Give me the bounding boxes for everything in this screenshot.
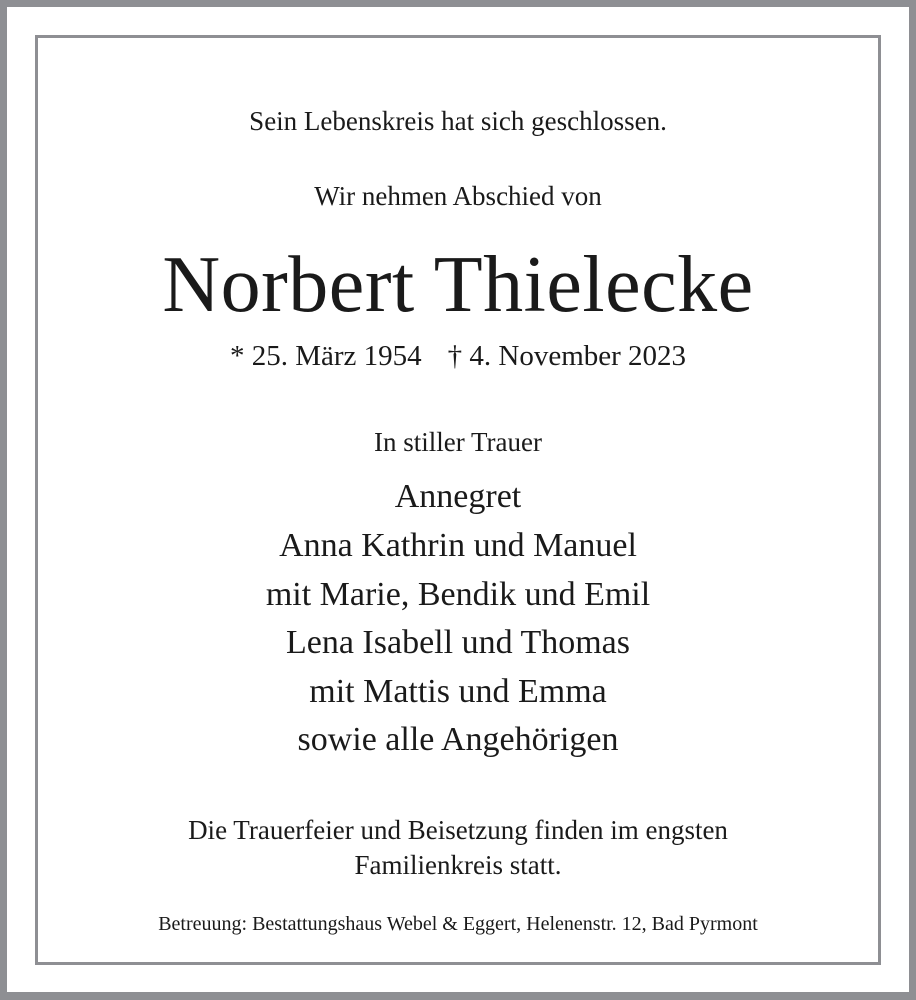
death-date: † 4. November 2023 [447,340,687,372]
funeral-home-footer: Betreuung: Bestattungshaus Webel & Eggert, Helenenstr. 12, Bad Pyrmont [158,913,758,935]
intro-text: Sein Lebenskreis hat sich geschlossen. [249,106,667,136]
family-member: Lena Isabell und Thomas [285,624,630,661]
family-member: Anna Kathrin und Manuel [279,527,637,564]
life-dates [0,340,916,373]
family-member: sowie alle Angehörigen [297,721,619,758]
family-member: mit Marie, Bendik und Emil [265,576,651,613]
ceremony-text: Die Trauerfeier und Beisetzung finden im engsten [188,815,728,845]
deceased-name: Norbert Thielecke [162,241,754,329]
farewell-text: Wir nehmen Abschied von [314,181,602,211]
mourning-text: In stiller Trauer [374,427,542,457]
family-member: mit Mattis und Emma [309,673,607,710]
birth-date: * 25. März 1954 [229,340,422,372]
ceremony-text: Familienkreis statt. [354,850,562,880]
family-member: Annegret [394,478,522,515]
